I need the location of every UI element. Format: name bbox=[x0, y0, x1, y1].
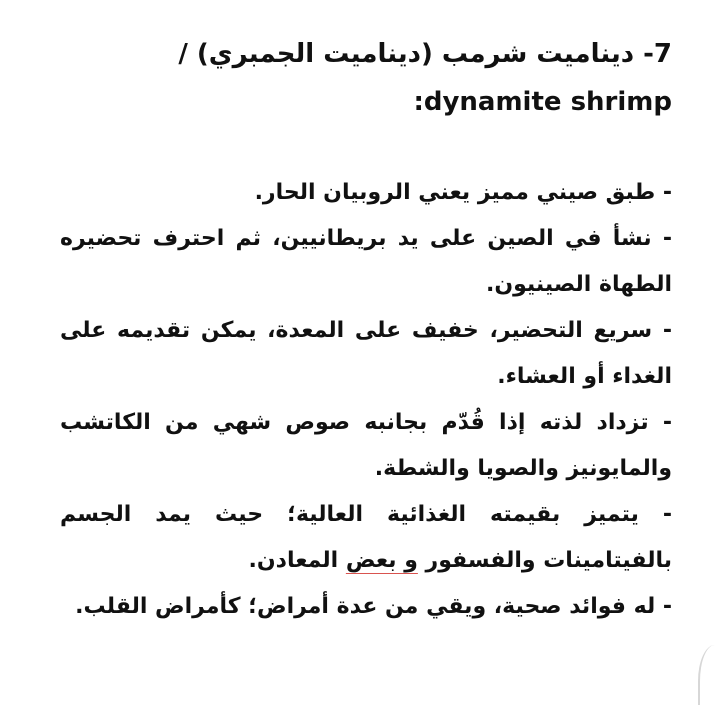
paragraph-health: - له فوائد صحية، ويقي من عدة أمراض؛ كأمراض القلب. bbox=[75, 594, 672, 619]
document-body bbox=[60, 30, 672, 630]
nutrition-text-start: - يتميز بقيمته الغذائية العالية؛ حيث يمد الجسم بالفيتامينات والفسفور bbox=[60, 502, 672, 573]
spacer bbox=[60, 126, 672, 170]
spellcheck-underlined-text: و بعض bbox=[345, 548, 418, 573]
paragraph-preparation: - سريع التحضير، خفيف على المعدة، يمكن تقديمه على الغداء أو العشاء. bbox=[60, 318, 672, 389]
heading-english: :dynamite shrimp bbox=[413, 87, 672, 117]
heading-arabic: 7- ديناميت شرمب (ديناميت الجمبري) / bbox=[178, 39, 672, 69]
paragraph-description: - طبق صيني مميز يعني الروبيان الحار. bbox=[254, 180, 672, 205]
paragraph-nutrition bbox=[60, 492, 672, 584]
page-corner-curl bbox=[698, 645, 720, 705]
recipe-heading bbox=[60, 30, 672, 126]
paragraph-sauce: - تزداد لذته إذا قُدّم بجانبه صوص شهي من الكاتشب والمايونيز والصويا والشطة. bbox=[60, 410, 672, 481]
nutrition-text-end: المعادن. bbox=[248, 548, 346, 573]
paragraph-origin: - نشأ في الصين على يد بريطانيين، ثم احترف تحضيره الطهاة الصينيون. bbox=[60, 226, 672, 297]
